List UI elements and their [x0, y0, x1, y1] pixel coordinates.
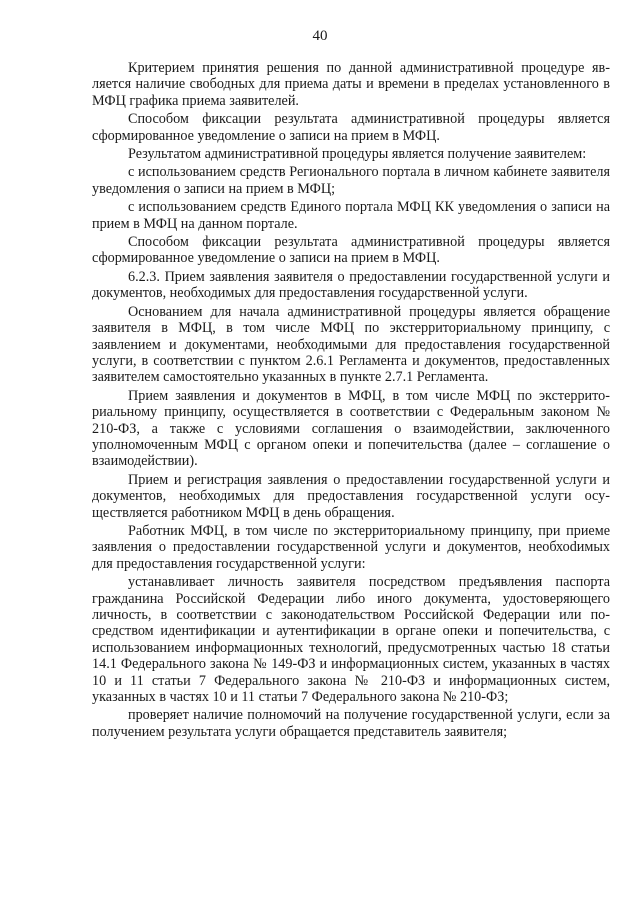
paragraph: Прием и регистрация заявления о предоставлении государственной услуги и документов, необходимых для предоставления государственной услуги осуществляется работником МФЦ в день обращения. — [92, 471, 610, 521]
paragraph: Результатом административной процедуры является получение заявителем: — [128, 146, 587, 163]
paragraph: проверяет наличие полномочий на получение государственной услуги, если за получением результата услуги обращается представитель заявителя; — [92, 707, 610, 740]
paragraph: устанавливает личность заявителя посредством предъявления паспорта гражданина Российской Федерации либо иного документа, удостоверяющего личность, в соответствии с законодательством Российской Федерации или посредством идентификации и аутентификации в органе опеки и попечительства, с использованием информационных технологий, предусмотренных частью 18 статьи 14.1 Федерального закона № 149-ФЗ и информационных систем, указанных в частях 10 и 11 статьи 7 Федерального закона № 210-ФЗ и информационных систем, указанных в частях 10 и 11 статьи 7 Федерального закона № 210-ФЗ; — [92, 574, 610, 706]
paragraph: с использованием средств Единого портала МФЦ КК уведомления о записи на прием в МФЦ на данном портале. — [92, 199, 610, 232]
paragraph: Прием заявления и документов в МФЦ, в том числе МФЦ по экстерриториальному принципу, осуществляется в соответствии с Федеральным законом № 210-ФЗ, а также с условиями соглашения о взаимодействии, заключенного уполномоченным МФЦ с органом опеки и попечительства (далее – соглашение о взаимодействии). — [92, 387, 610, 470]
paragraph: Работник МФЦ, в том числе по экстерриториальному принципу, при приеме заявления о предоставлении государственной услуги и документов, необхоdимых для предоставления государственной услуги: — [92, 522, 610, 572]
paragraph: Основанием для начала административной процедуры является обращение заявителя в МФЦ, в том числе МФЦ по экстерриториальному принципу, с заявлением и документами, необходимыми для предоставления государственной услуги, в соответствии с пунктом 2.6.1 Регламента и документов, предоставленных заявителем самостоятельно указанных в пункте 2.7.1 Регламента. — [92, 303, 610, 386]
section-heading: 6.2.3. Прием заявления заявителя о предоставлении государственной услуги и документов, необходимых для предоставления государственной услуги. — [92, 268, 610, 302]
paragraph: Способом фиксации результата административной процедуры является сформированное уведомление о записи на прием в МФЦ. — [92, 111, 610, 144]
page-number: 40 — [312, 28, 328, 44]
document-body — [92, 60, 610, 742]
paragraph: Способом фиксации результата административной процедуры является сформированное уведомление о записи на прием в МФЦ. — [92, 234, 610, 267]
paragraph: Критерием принятия решения по данной административной процедуре является наличие свободных для приема даты и времени в пределах установленного в МФЦ графика приема заявителей. — [92, 60, 610, 109]
paragraph: с использованием средств Регионального портала в личном кабинете заявителя уведомления о записи на прием в МФЦ; — [92, 164, 610, 197]
